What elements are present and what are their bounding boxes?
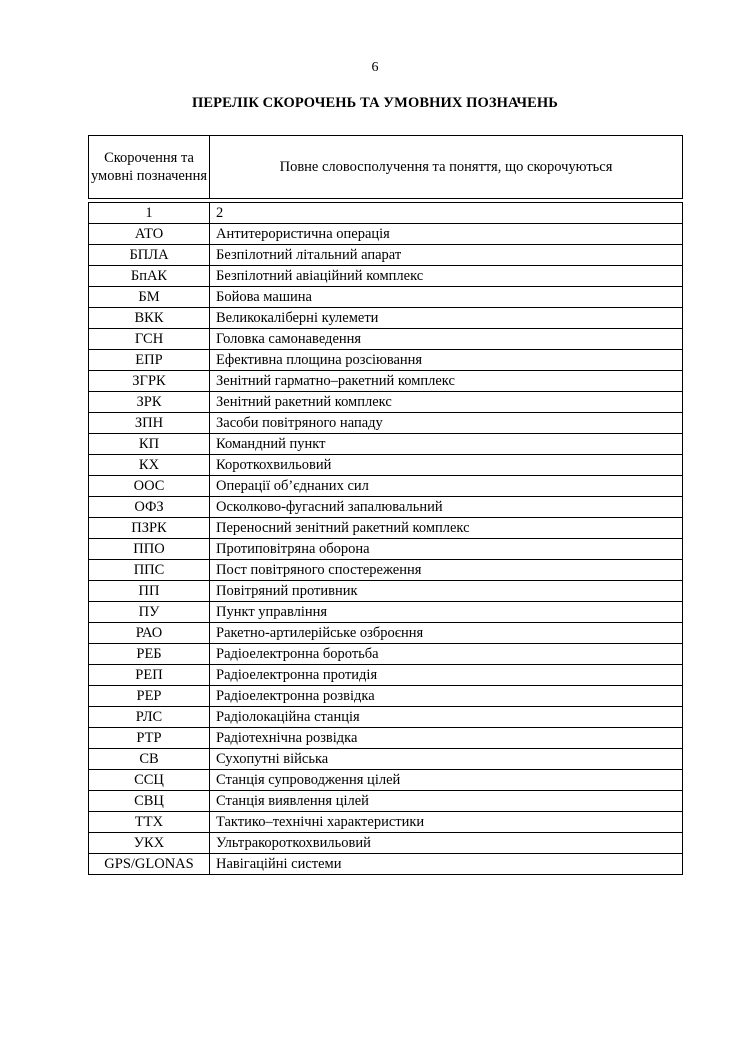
full-term-cell: Сухопутні війська bbox=[210, 749, 683, 770]
abbreviation-cell: ЗРК bbox=[89, 392, 210, 413]
full-term-cell: Головка самонаведення bbox=[210, 329, 683, 350]
table-row bbox=[89, 707, 683, 728]
table-row bbox=[89, 539, 683, 560]
table-row bbox=[89, 392, 683, 413]
abbreviation-cell: АТО bbox=[89, 224, 210, 245]
table-row bbox=[89, 287, 683, 308]
full-term-cell: Радіоелектронна розвідка bbox=[210, 686, 683, 707]
full-term-cell: Великокаліберні кулемети bbox=[210, 308, 683, 329]
column-number-1: 1 bbox=[89, 203, 210, 224]
full-term-cell: Тактико–технічні характеристики bbox=[210, 812, 683, 833]
table-row bbox=[89, 518, 683, 539]
table-header-row bbox=[89, 136, 683, 199]
full-term-cell: Ультракороткохвильовий bbox=[210, 833, 683, 854]
table-row bbox=[89, 623, 683, 644]
full-term-cell: Радіолокаційна станція bbox=[210, 707, 683, 728]
table-row bbox=[89, 644, 683, 665]
abbreviation-cell: ОФЗ bbox=[89, 497, 210, 518]
table-row bbox=[89, 245, 683, 266]
abbreviation-cell: ППО bbox=[89, 539, 210, 560]
table-row bbox=[89, 812, 683, 833]
table-row bbox=[89, 497, 683, 518]
abbreviation-cell: БМ bbox=[89, 287, 210, 308]
full-term-cell: Радіотехнічна розвідка bbox=[210, 728, 683, 749]
abbreviation-cell: ЕПР bbox=[89, 350, 210, 371]
table-row bbox=[89, 581, 683, 602]
table-row bbox=[89, 371, 683, 392]
header-abbreviation: Скорочення та умовні позначення bbox=[89, 136, 210, 199]
abbreviations-table bbox=[88, 135, 683, 875]
abbreviation-cell: GPS/GLONAS bbox=[89, 854, 210, 875]
abbreviation-cell: КП bbox=[89, 434, 210, 455]
abbreviation-cell: РАО bbox=[89, 623, 210, 644]
table-row bbox=[89, 749, 683, 770]
abbreviation-cell: РТР bbox=[89, 728, 210, 749]
full-term-cell: Навігаційні системи bbox=[210, 854, 683, 875]
abbreviation-cell: УКХ bbox=[89, 833, 210, 854]
table-row bbox=[89, 560, 683, 581]
numbering-row bbox=[89, 203, 683, 224]
table-row bbox=[89, 854, 683, 875]
abbreviation-cell: РЛС bbox=[89, 707, 210, 728]
full-term-cell: Безпілотний літальний апарат bbox=[210, 245, 683, 266]
table-row bbox=[89, 329, 683, 350]
full-term-cell: Короткохвильовий bbox=[210, 455, 683, 476]
header-full-term: Повне словосполучення та поняття, що скорочуються bbox=[210, 136, 683, 199]
page-number: 6 bbox=[371, 60, 379, 75]
full-term-cell: Бойова машина bbox=[210, 287, 683, 308]
abbreviation-cell: КХ bbox=[89, 455, 210, 476]
abbreviation-cell: ПУ bbox=[89, 602, 210, 623]
abbreviation-cell: ССЦ bbox=[89, 770, 210, 791]
full-term-cell: Радіоелектронна протидія bbox=[210, 665, 683, 686]
table-row bbox=[89, 434, 683, 455]
table-row bbox=[89, 791, 683, 812]
full-term-cell: Зенітний гарматно–ракетний комплекс bbox=[210, 371, 683, 392]
full-term-cell: Повітряний противник bbox=[210, 581, 683, 602]
table-row bbox=[89, 728, 683, 749]
abbreviation-cell: РЕР bbox=[89, 686, 210, 707]
table-row bbox=[89, 350, 683, 371]
table-row bbox=[89, 266, 683, 287]
abbreviation-cell: ППС bbox=[89, 560, 210, 581]
abbreviation-cell: БПЛА bbox=[89, 245, 210, 266]
full-term-cell: Радіоелектронна боротьба bbox=[210, 644, 683, 665]
abbreviation-cell: ТТХ bbox=[89, 812, 210, 833]
abbreviation-cell: ПП bbox=[89, 581, 210, 602]
abbreviation-cell: ВКК bbox=[89, 308, 210, 329]
table-row bbox=[89, 602, 683, 623]
table-row bbox=[89, 770, 683, 791]
abbreviation-cell: ООС bbox=[89, 476, 210, 497]
full-term-cell: Антитерористична операція bbox=[210, 224, 683, 245]
abbreviation-cell: ЗПН bbox=[89, 413, 210, 434]
abbreviation-cell: ПЗРК bbox=[89, 518, 210, 539]
abbreviation-cell: СВ bbox=[89, 749, 210, 770]
abbreviation-cell: ЗГРК bbox=[89, 371, 210, 392]
table-row bbox=[89, 224, 683, 245]
full-term-cell: Переносний зенітний ракетний комплекс bbox=[210, 518, 683, 539]
table-row bbox=[89, 413, 683, 434]
abbreviation-cell: РЕП bbox=[89, 665, 210, 686]
abbreviation-cell: ГСН bbox=[89, 329, 210, 350]
page-title: ПЕРЕЛІК СКОРОЧЕНЬ ТА УМОВНИХ ПОЗНАЧЕНЬ bbox=[192, 95, 558, 111]
table-row bbox=[89, 686, 683, 707]
full-term-cell: Зенітний ракетний комплекс bbox=[210, 392, 683, 413]
abbreviation-cell: СВЦ bbox=[89, 791, 210, 812]
full-term-cell: Безпілотний авіаційний комплекс bbox=[210, 266, 683, 287]
full-term-cell: Ефективна площина розсіювання bbox=[210, 350, 683, 371]
table-row bbox=[89, 476, 683, 497]
full-term-cell: Протиповітряна оборона bbox=[210, 539, 683, 560]
full-term-cell: Операції об’єднаних сил bbox=[210, 476, 683, 497]
table-row bbox=[89, 308, 683, 329]
abbreviation-cell: РЕБ bbox=[89, 644, 210, 665]
full-term-cell: Пункт управління bbox=[210, 602, 683, 623]
full-term-cell: Пост повітряного спостереження bbox=[210, 560, 683, 581]
full-term-cell: Командний пункт bbox=[210, 434, 683, 455]
table-row bbox=[89, 455, 683, 476]
full-term-cell: Осколково-фугасний запалювальний bbox=[210, 497, 683, 518]
full-term-cell: Ракетно-артилерійське озброєння bbox=[210, 623, 683, 644]
column-number-2: 2 bbox=[210, 203, 683, 224]
table-row bbox=[89, 665, 683, 686]
full-term-cell: Станція виявлення цілей bbox=[210, 791, 683, 812]
full-term-cell: Засоби повітряного нападу bbox=[210, 413, 683, 434]
table-row bbox=[89, 833, 683, 854]
full-term-cell: Станція супроводження цілей bbox=[210, 770, 683, 791]
abbreviation-cell: БпАК bbox=[89, 266, 210, 287]
